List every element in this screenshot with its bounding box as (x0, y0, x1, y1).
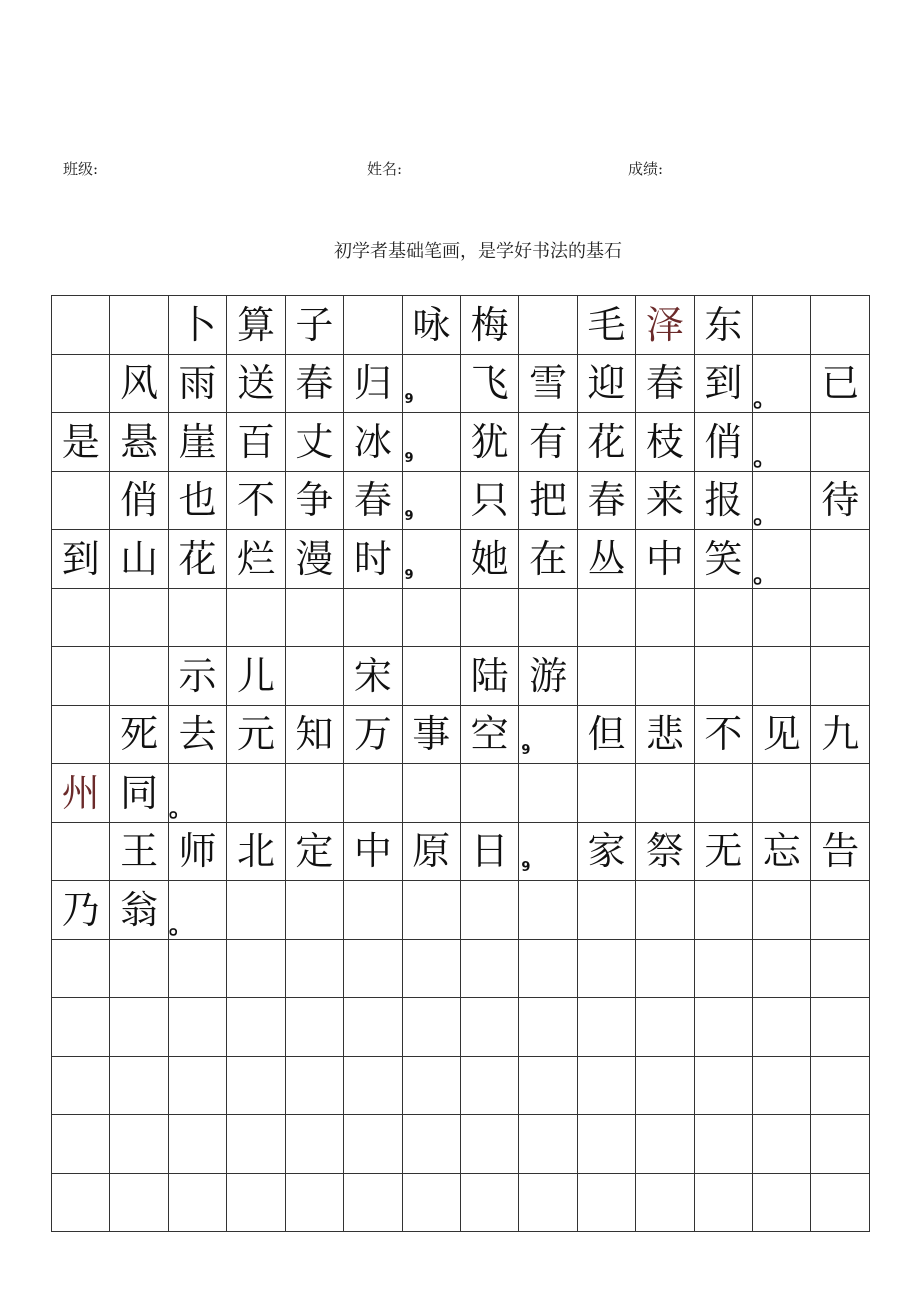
grid-cell: 北 (227, 823, 285, 882)
grid-cell: 枝 (636, 413, 694, 472)
grid-cell (286, 589, 344, 648)
grid-cell: 飞 (461, 355, 519, 414)
grid-cell: 见 (753, 706, 811, 765)
grid-cell: 俏 (695, 413, 753, 472)
grid-cell (344, 764, 402, 823)
grid-cell (695, 647, 753, 706)
grid-cell (695, 1174, 753, 1233)
grid-cell: 。 (753, 355, 811, 414)
grid-cell (110, 296, 168, 355)
grid-cell (811, 1057, 869, 1116)
grid-cell: 去 (169, 706, 227, 765)
grid-cell: 忘 (753, 823, 811, 882)
grid-cell (110, 589, 168, 648)
grid-cell: 日 (461, 823, 519, 882)
grid-cell (286, 647, 344, 706)
grid-cell (636, 589, 694, 648)
grid-cell: 有 (519, 413, 577, 472)
worksheet-subtitle: 初学者基础笔画，是学好书法的基石 (334, 241, 622, 262)
grid-cell (519, 881, 577, 940)
grid-cell: 漫 (286, 530, 344, 589)
grid-cell (578, 1174, 636, 1233)
grid-cell: 待 (811, 472, 869, 531)
grid-cell (811, 413, 869, 472)
grid-cell: 送 (227, 355, 285, 414)
grid-cell (519, 296, 577, 355)
grid-cell (286, 1115, 344, 1174)
grid-cell: 春 (344, 472, 402, 531)
grid-cell: 但 (578, 706, 636, 765)
grid-cell (403, 1174, 461, 1233)
grid-cell: 州 (52, 764, 110, 823)
grid-cell (753, 589, 811, 648)
grid-cell (169, 998, 227, 1057)
grid-cell: 。 (753, 413, 811, 472)
grid-cell (519, 1115, 577, 1174)
grid-cell: 不 (227, 472, 285, 531)
grid-cell: 告 (811, 823, 869, 882)
grid-cell: 无 (695, 823, 753, 882)
grid-cell (344, 998, 402, 1057)
grid-cell (578, 1057, 636, 1116)
grid-cell (811, 764, 869, 823)
grid-cell (110, 647, 168, 706)
grid-cell: 宋 (344, 647, 402, 706)
grid-cell (52, 589, 110, 648)
grid-cell (403, 589, 461, 648)
grid-cell: 儿 (227, 647, 285, 706)
grid-cell: 翁 (110, 881, 168, 940)
grid-cell: 崖 (169, 413, 227, 472)
grid-cell: 家 (578, 823, 636, 882)
grid-cell (811, 881, 869, 940)
grid-cell (403, 647, 461, 706)
grid-cell (578, 881, 636, 940)
grid-cell (344, 296, 402, 355)
grid-cell: 春 (286, 355, 344, 414)
grid-cell: 时 (344, 530, 402, 589)
grid-cell (753, 647, 811, 706)
grid-cell: 定 (286, 823, 344, 882)
grid-cell (169, 1174, 227, 1233)
grid-cell (344, 589, 402, 648)
grid-cell (753, 881, 811, 940)
grid-cell (344, 1115, 402, 1174)
grid-cell (286, 764, 344, 823)
grid-cell: 9 (403, 530, 461, 589)
grid-cell (110, 1174, 168, 1233)
grid-cell: 9 (403, 355, 461, 414)
grid-cell: 中 (344, 823, 402, 882)
grid-cell: 示 (169, 647, 227, 706)
grid-cell: 知 (286, 706, 344, 765)
grid-cell (344, 881, 402, 940)
grid-cell: 犹 (461, 413, 519, 472)
grid-cell (519, 1057, 577, 1116)
grid-cell (519, 1174, 577, 1233)
grid-cell: 中 (636, 530, 694, 589)
grid-cell (52, 296, 110, 355)
grid-cell: 山 (110, 530, 168, 589)
grid-cell: 算 (227, 296, 285, 355)
grid-cell: 9 (403, 472, 461, 531)
grid-cell: 游 (519, 647, 577, 706)
grid-cell: 冰 (344, 413, 402, 472)
grid-cell: 毛 (578, 296, 636, 355)
grid-cell (695, 881, 753, 940)
grid-cell (227, 940, 285, 999)
writing-grid (51, 295, 870, 1232)
grid-cell (227, 998, 285, 1057)
grid-cell: 在 (519, 530, 577, 589)
grid-cell: 已 (811, 355, 869, 414)
grid-cell (811, 530, 869, 589)
grid-cell (169, 940, 227, 999)
grid-cell: 泽 (636, 296, 694, 355)
grid-cell: 花 (578, 413, 636, 472)
grid-cell (344, 1174, 402, 1233)
grid-cell (52, 998, 110, 1057)
grid-cell (169, 589, 227, 648)
grid-cell: 。 (753, 530, 811, 589)
grid-cell: 陆 (461, 647, 519, 706)
grid-cell (753, 1115, 811, 1174)
grid-cell (695, 998, 753, 1057)
grid-cell: 也 (169, 472, 227, 531)
grid-cell (227, 764, 285, 823)
grid-cell (636, 940, 694, 999)
grid-cell (227, 1174, 285, 1233)
grid-cell (578, 764, 636, 823)
grid-cell (695, 589, 753, 648)
grid-cell: 到 (695, 355, 753, 414)
grid-cell (344, 940, 402, 999)
class-label: 班级: (63, 160, 99, 178)
grid-cell: 原 (403, 823, 461, 882)
grid-cell (110, 1057, 168, 1116)
grid-cell (578, 647, 636, 706)
grid-cell (753, 764, 811, 823)
grid-cell (811, 998, 869, 1057)
grid-cell (286, 1057, 344, 1116)
grid-cell: 师 (169, 823, 227, 882)
grid-cell: 丛 (578, 530, 636, 589)
grid-cell: 是 (52, 413, 110, 472)
grid-cell: 9 (519, 823, 577, 882)
grid-cell (461, 1174, 519, 1233)
grid-cell: 卜 (169, 296, 227, 355)
grid-cell (110, 1115, 168, 1174)
grid-cell (753, 1057, 811, 1116)
grid-cell (461, 940, 519, 999)
grid-cell (636, 1174, 694, 1233)
grid-cell (811, 589, 869, 648)
grid-cell: 悲 (636, 706, 694, 765)
grid-cell: 烂 (227, 530, 285, 589)
grid-cell: 祭 (636, 823, 694, 882)
grid-cell (636, 764, 694, 823)
grid-cell (753, 940, 811, 999)
grid-cell: 同 (110, 764, 168, 823)
grid-cell: 只 (461, 472, 519, 531)
grid-cell: 风 (110, 355, 168, 414)
grid-cell: 报 (695, 472, 753, 531)
grid-cell (403, 1115, 461, 1174)
grid-cell (578, 940, 636, 999)
grid-cell (169, 1057, 227, 1116)
grid-cell (286, 998, 344, 1057)
grid-cell (695, 1115, 753, 1174)
grid-cell: 她 (461, 530, 519, 589)
grid-cell (636, 881, 694, 940)
name-label: 姓名: (367, 160, 403, 178)
grid-cell (461, 589, 519, 648)
grid-cell (344, 1057, 402, 1116)
grid-cell: 丈 (286, 413, 344, 472)
grid-cell: 。 (169, 881, 227, 940)
score-label: 成绩: (628, 160, 664, 178)
grid-cell (52, 647, 110, 706)
grid-cell (110, 940, 168, 999)
grid-cell: 空 (461, 706, 519, 765)
grid-cell (403, 1057, 461, 1116)
grid-cell: 笑 (695, 530, 753, 589)
grid-cell: 万 (344, 706, 402, 765)
grid-cell (286, 940, 344, 999)
grid-cell (403, 998, 461, 1057)
grid-cell (461, 998, 519, 1057)
grid-cell (578, 998, 636, 1057)
grid-cell (227, 881, 285, 940)
grid-cell: 元 (227, 706, 285, 765)
grid-cell (461, 764, 519, 823)
grid-cell: 。 (753, 472, 811, 531)
grid-cell (811, 1115, 869, 1174)
grid-cell: 春 (578, 472, 636, 531)
grid-cell (695, 940, 753, 999)
grid-cell: 乃 (52, 881, 110, 940)
grid-cell (695, 1057, 753, 1116)
grid-cell (811, 296, 869, 355)
grid-cell (403, 764, 461, 823)
grid-cell: 9 (519, 706, 577, 765)
grid-cell (461, 1115, 519, 1174)
grid-cell: 王 (110, 823, 168, 882)
grid-cell: 咏 (403, 296, 461, 355)
grid-cell: 到 (52, 530, 110, 589)
grid-cell: 雪 (519, 355, 577, 414)
grid-cell (461, 881, 519, 940)
grid-cell (52, 823, 110, 882)
grid-cell: 春 (636, 355, 694, 414)
grid-cell: 迎 (578, 355, 636, 414)
grid-cell (753, 998, 811, 1057)
grid-cell (578, 589, 636, 648)
grid-cell: 不 (695, 706, 753, 765)
grid-cell: 来 (636, 472, 694, 531)
grid-cell (227, 589, 285, 648)
grid-cell: 归 (344, 355, 402, 414)
grid-cell (753, 1174, 811, 1233)
grid-cell (811, 1174, 869, 1233)
grid-cell (403, 881, 461, 940)
grid-cell (811, 647, 869, 706)
grid-cell: 东 (695, 296, 753, 355)
grid-cell (636, 1115, 694, 1174)
grid-cell: 梅 (461, 296, 519, 355)
grid-cell: 百 (227, 413, 285, 472)
grid-cell: 把 (519, 472, 577, 531)
grid-cell (519, 589, 577, 648)
grid-cell (110, 998, 168, 1057)
grid-cell (169, 1115, 227, 1174)
grid-cell (52, 706, 110, 765)
grid-cell (227, 1057, 285, 1116)
grid-cell (52, 1115, 110, 1174)
grid-cell (286, 1174, 344, 1233)
grid-cell: 。 (169, 764, 227, 823)
grid-cell (52, 355, 110, 414)
grid-cell (636, 998, 694, 1057)
grid-cell (753, 296, 811, 355)
grid-cell (52, 940, 110, 999)
grid-cell (519, 940, 577, 999)
grid-cell: 九 (811, 706, 869, 765)
grid-cell: 雨 (169, 355, 227, 414)
grid-cell: 俏 (110, 472, 168, 531)
grid-cell (227, 1115, 285, 1174)
grid-cell (519, 998, 577, 1057)
grid-cell (52, 472, 110, 531)
grid-cell (636, 1057, 694, 1116)
grid-cell (461, 1057, 519, 1116)
grid-cell (519, 764, 577, 823)
grid-cell (403, 940, 461, 999)
grid-cell: 花 (169, 530, 227, 589)
grid-cell: 子 (286, 296, 344, 355)
grid-cell: 事 (403, 706, 461, 765)
grid-cell: 死 (110, 706, 168, 765)
grid-cell (695, 764, 753, 823)
grid-cell (52, 1057, 110, 1116)
grid-cell (636, 647, 694, 706)
grid-cell: 9 (403, 413, 461, 472)
grid-cell (578, 1115, 636, 1174)
grid-cell (52, 1174, 110, 1233)
grid-cell (286, 881, 344, 940)
grid-cell: 争 (286, 472, 344, 531)
grid-cell (811, 940, 869, 999)
grid-cell: 悬 (110, 413, 168, 472)
